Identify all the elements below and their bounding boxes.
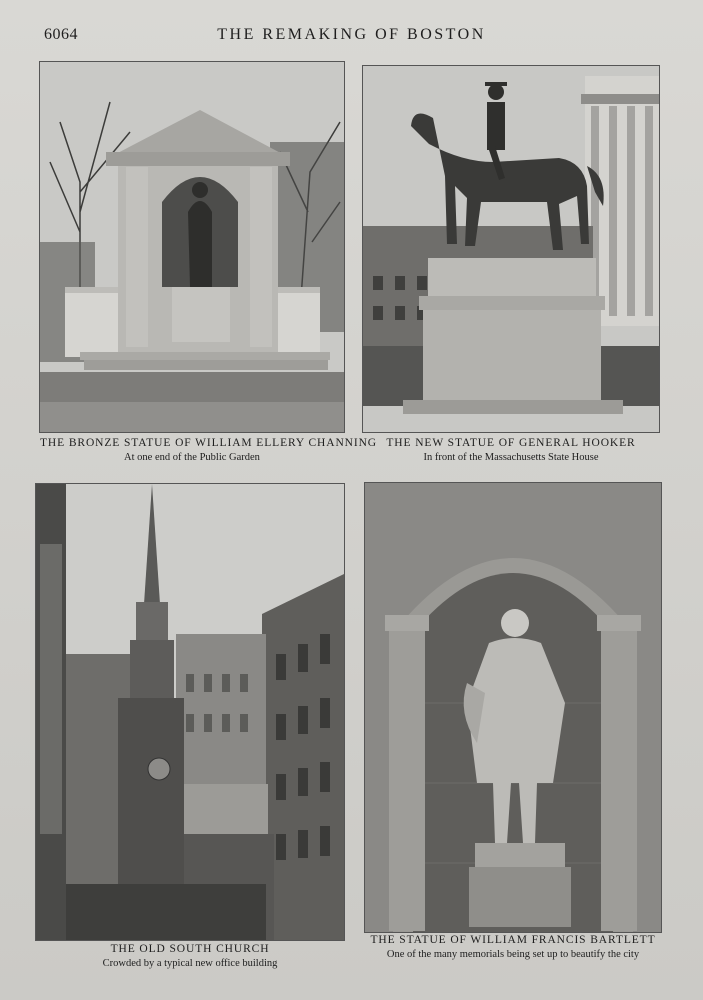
- plate-2-title: THE NEW STATUE OF GENERAL HOOKER: [386, 437, 636, 449]
- plate-4-caption: [365, 934, 661, 960]
- channing-statue-photo: [40, 62, 344, 432]
- plate-2-subtitle: In front of the Massachusetts State House: [423, 452, 599, 463]
- running-head: THE REMAKING OF BOSTON: [217, 26, 486, 43]
- plate-4-title: THE STATUE OF WILLIAM FRANCIS BARTLETT: [370, 934, 656, 946]
- plate-2-caption: [363, 437, 659, 463]
- bartlett-statue-photo: [365, 483, 661, 932]
- old-south-church-photo: [36, 484, 344, 940]
- plate-3-title: THE OLD SOUTH CHURCH: [110, 943, 270, 955]
- plate-1-caption: [40, 437, 378, 463]
- page-number: 6064: [44, 26, 78, 43]
- plate-3-subtitle: Crowded by a typical new office building: [102, 958, 278, 969]
- plate-1-title: THE BRONZE STATUE OF WILLIAM ELLERY CHANNING: [40, 437, 378, 449]
- plate-1-subtitle: At one end of the Public Garden: [124, 452, 260, 463]
- hooker-statue-photo: [363, 66, 659, 432]
- plate-3-caption: [36, 943, 344, 969]
- plate-4-subtitle: One of the many memorials being set up to beautify the city: [386, 949, 640, 960]
